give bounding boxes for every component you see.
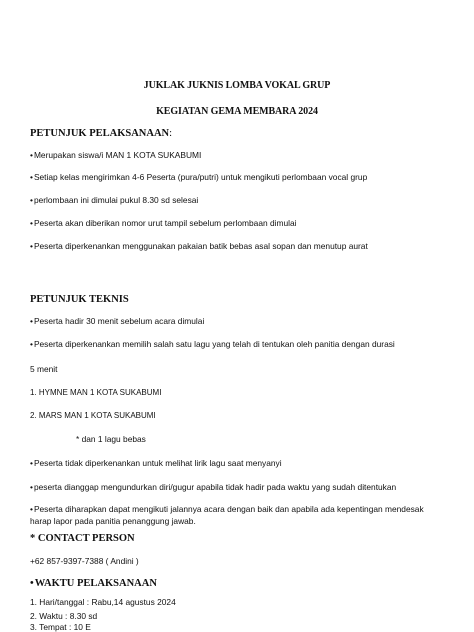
- heading-text: PETUNJUK PELAKSANAAN: [30, 128, 170, 139]
- list-item-text: Peserta diharapkan dapat mengikuti jalannya acara dengan baik dan apabila ada kepentingan mendesak harap lapor pada panitia penanggung jawab.: [30, 504, 424, 526]
- list-item-text: Merupakan siswa/i MAN 1 KOTA SUKABUMI: [33, 150, 202, 160]
- list-item: [30, 172, 367, 182]
- bullet-icon: •: [30, 504, 33, 514]
- list-item-continuation: 5 menit: [30, 364, 58, 374]
- bullet-icon: •: [30, 578, 34, 589]
- schedule-item: 2. Waktu : 8.30 sd: [30, 611, 98, 621]
- bullet-icon: •: [30, 172, 33, 182]
- bullet-icon: •: [30, 241, 33, 251]
- list-item-text: Peserta tidak diperkenankan untuk melihat lirik lagu saat menyanyi: [33, 458, 282, 468]
- bullet-icon: •: [30, 195, 33, 205]
- schedule-item: 3. Tempat : 10 E: [30, 622, 91, 632]
- bullet-icon: •: [30, 458, 33, 468]
- bullet-icon: •: [30, 316, 33, 326]
- list-item: [30, 218, 297, 228]
- schedule-item: 1. Hari/tanggal : Rabu,14 agustus 2024: [30, 597, 176, 607]
- list-item-wrapped: [30, 504, 445, 527]
- song-extra-note: * dan 1 lagu bebas: [76, 434, 146, 444]
- list-item: [30, 150, 201, 160]
- list-item-text: Peserta diperkenankan memilih salah satu lagu yang telah di tentukan oleh panitia dengan durasi: [33, 339, 395, 349]
- list-item-text: Peserta akan diberikan nomor urut tampil sebelum perlombaan dimulai: [33, 218, 297, 228]
- list-item: [30, 241, 368, 251]
- document-subtitle: KEGIATAN GEMA MEMBARA 2024: [156, 106, 318, 117]
- song-item: 1. HYMNE MAN 1 KOTA SUKABUMI: [30, 388, 162, 397]
- list-item: [30, 339, 395, 349]
- list-item-text: perlombaan ini dimulai pukul 8.30 sd selesai: [33, 195, 199, 205]
- list-item: [30, 458, 282, 468]
- list-item-text: peserta dianggap mengundurkan diri/gugur apabila tidak hadir pada waktu yang sudah ditentukan: [33, 482, 397, 492]
- list-item: [30, 195, 198, 205]
- list-item: [30, 316, 204, 326]
- section-heading-teknis: PETUNJUK TEKNIS: [30, 294, 129, 305]
- list-item-text: Peserta diperkenankan menggunakan pakaian batik bebas asal sopan dan menutup aurat: [33, 241, 368, 251]
- list-item-text: Peserta hadir 30 menit sebelum acara dimulai: [33, 316, 205, 326]
- section-heading-pelaksanaan: [30, 128, 172, 139]
- heading-text: WAKTU PELAKSANAAN: [34, 578, 157, 589]
- document-title: JUKLAK JUKNIS LOMBA VOKAL GRUP: [143, 80, 331, 91]
- list-item-text: Setiap kelas mengirimkan 4-6 Peserta (pura/putri) untuk mengikuti perlombaan vocal grup: [33, 172, 368, 182]
- bullet-icon: •: [30, 150, 33, 160]
- contact-phone: +62 857-9397-7388 ( Andini ): [30, 556, 139, 566]
- song-item: 2. MARS MAN 1 KOTA SUKABUMI: [30, 411, 156, 420]
- bullet-icon: •: [30, 482, 33, 492]
- heading-colon: :: [169, 128, 173, 139]
- list-item: [30, 482, 396, 492]
- bullet-icon: •: [30, 218, 33, 228]
- bullet-icon: •: [30, 339, 33, 349]
- section-heading-waktu: [30, 578, 157, 589]
- contact-heading: * CONTACT PERSON: [30, 533, 135, 544]
